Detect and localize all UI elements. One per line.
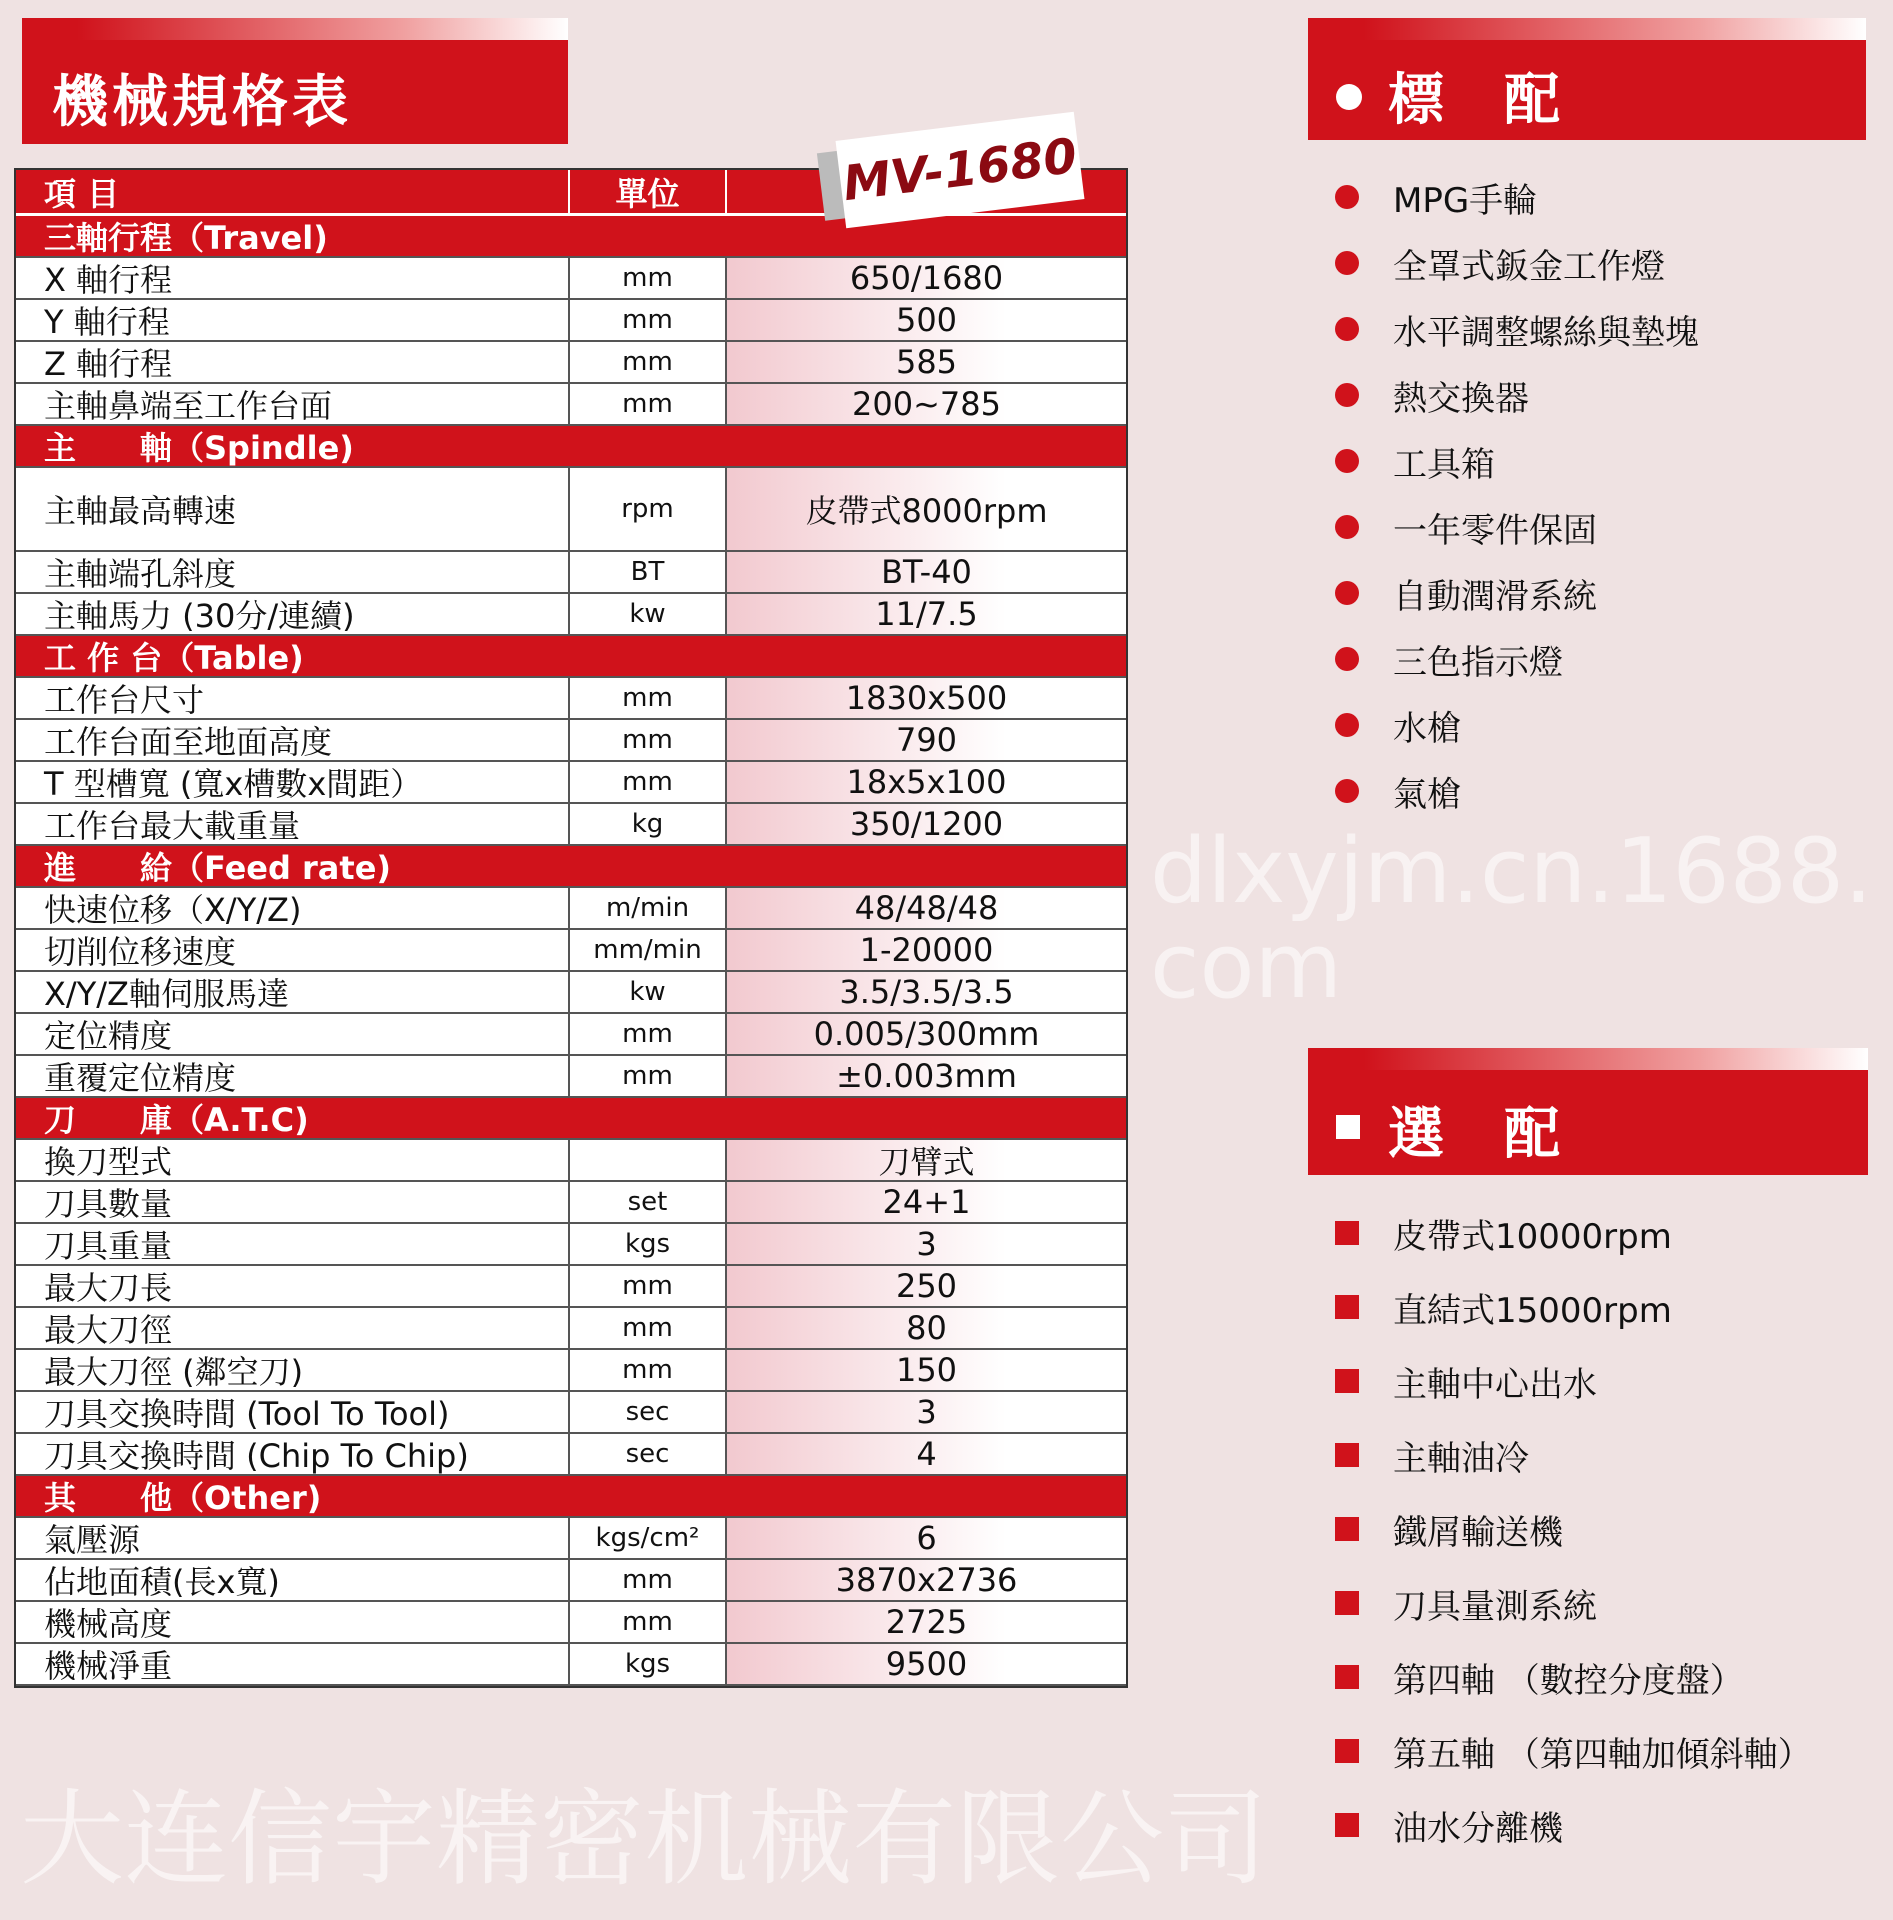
list-item-label: MPG手輪 — [1393, 180, 1538, 221]
header-unit: 單位 — [570, 170, 727, 213]
value-cell: 9500 — [727, 1644, 1126, 1684]
list-item — [1335, 1360, 1597, 1405]
circle-bullet-icon — [1335, 779, 1359, 803]
watermark-company: 大连信宇精密机械有限公司 — [20, 1778, 1269, 1900]
value-cell: 350/1200 — [727, 804, 1126, 844]
item-cell: X/Y/Z軸伺服馬達 — [16, 972, 570, 1012]
item-cell: 機械高度 — [16, 1602, 570, 1642]
list-item — [1335, 1508, 1563, 1553]
unit-cell — [570, 1140, 727, 1180]
table-row — [16, 1518, 1126, 1560]
square-bullet-icon — [1335, 1517, 1359, 1541]
circle-bullet-icon — [1336, 84, 1362, 110]
square-bullet-icon — [1335, 1443, 1359, 1467]
unit-cell: rpm — [570, 468, 727, 550]
list-item-label: 三色指示燈 — [1393, 642, 1563, 683]
table-row — [16, 1602, 1126, 1644]
list-item-label: 自動潤滑系統 — [1393, 576, 1597, 617]
list-item — [1335, 1730, 1812, 1775]
value-cell: 790 — [727, 720, 1126, 760]
value-cell: 3870x2736 — [727, 1560, 1126, 1600]
table-row — [16, 1224, 1126, 1266]
table-row — [16, 972, 1126, 1014]
list-item — [1335, 572, 1597, 617]
unit-cell: kgs — [570, 1644, 727, 1684]
header-item: 項 目 — [16, 170, 570, 213]
unit-cell: mm — [570, 1266, 727, 1306]
item-cell: 工作台面至地面高度 — [16, 720, 570, 760]
section-header: 刀 庫（A.T.C) — [16, 1098, 1126, 1140]
list-item — [1335, 440, 1495, 485]
table-row — [16, 1266, 1126, 1308]
section-header: 其 他（Other) — [16, 1476, 1126, 1518]
optional-title: 選配 — [1388, 1102, 1620, 1167]
table-body — [16, 216, 1126, 1686]
table-row — [16, 930, 1126, 972]
list-item-label: 全罩式鈑金工作燈 — [1393, 246, 1665, 287]
value-cell: 11/7.5 — [727, 594, 1126, 634]
table-row — [16, 1434, 1126, 1476]
item-cell: Z 軸行程 — [16, 342, 570, 382]
table-row — [16, 1308, 1126, 1350]
unit-cell: kw — [570, 594, 727, 634]
table-row — [16, 1392, 1126, 1434]
list-item-label: 水平調整螺絲與墊塊 — [1393, 312, 1699, 353]
item-cell: X 軸行程 — [16, 258, 570, 298]
value-cell: 2725 — [727, 1602, 1126, 1642]
list-item — [1335, 1804, 1563, 1849]
list-item — [1335, 704, 1461, 749]
value-cell: 刀臂式 — [727, 1140, 1126, 1180]
value-cell: 3 — [727, 1392, 1126, 1432]
item-cell: 重覆定位精度 — [16, 1056, 570, 1096]
table-row — [16, 1182, 1126, 1224]
table-row — [16, 300, 1126, 342]
list-item — [1335, 770, 1461, 815]
item-cell: 主軸馬力 (30分/連續) — [16, 594, 570, 634]
item-cell: 機械淨重 — [16, 1644, 570, 1684]
table-row — [16, 1140, 1126, 1182]
unit-cell: mm — [570, 300, 727, 340]
unit-cell: sec — [570, 1434, 727, 1474]
circle-bullet-icon — [1335, 515, 1359, 539]
list-item — [1335, 506, 1597, 551]
item-cell: 刀具交換時間 (Tool To Tool) — [16, 1392, 570, 1432]
unit-cell: m/min — [570, 888, 727, 928]
list-item — [1335, 176, 1538, 221]
table-row — [16, 678, 1126, 720]
standard-title: 標配 — [1388, 68, 1620, 133]
value-cell: 24+1 — [727, 1182, 1126, 1222]
table-row — [16, 804, 1126, 846]
table-row — [16, 258, 1126, 300]
standard-banner — [1308, 40, 1866, 140]
unit-cell: mm — [570, 720, 727, 760]
square-bullet-icon — [1335, 1221, 1359, 1245]
list-item-label: 熱交換器 — [1393, 378, 1529, 419]
value-cell: ±0.003mm — [727, 1056, 1126, 1096]
watermark-url: dlxyjm.cn.1688.com — [1150, 819, 1873, 1019]
section-header: 工 作 台（Table) — [16, 636, 1126, 678]
value-cell: 150 — [727, 1350, 1126, 1390]
list-item-label: 第五軸 （第四軸加傾斜軸） — [1393, 1734, 1812, 1775]
unit-cell: mm — [570, 1014, 727, 1054]
circle-bullet-icon — [1335, 713, 1359, 737]
unit-cell: kgs/cm² — [570, 1518, 727, 1558]
item-cell: 主軸最高轉速 — [16, 468, 570, 550]
list-item-label: 氣槍 — [1393, 774, 1461, 815]
item-cell: 刀具交換時間 (Chip To Chip) — [16, 1434, 570, 1474]
circle-bullet-icon — [1335, 647, 1359, 671]
item-cell: 最大刀徑 (鄰空刀) — [16, 1350, 570, 1390]
optional-banner — [1308, 1070, 1868, 1175]
item-cell: 主軸鼻端至工作台面 — [16, 384, 570, 424]
value-cell: 500 — [727, 300, 1126, 340]
value-cell: 3 — [727, 1224, 1126, 1264]
model-tag: MV-1680 — [836, 112, 1085, 229]
unit-cell: kg — [570, 804, 727, 844]
item-cell: 最大刀徑 — [16, 1308, 570, 1348]
unit-cell: kgs — [570, 1224, 727, 1264]
unit-cell: mm — [570, 384, 727, 424]
item-cell: 最大刀長 — [16, 1266, 570, 1306]
item-cell: 定位精度 — [16, 1014, 570, 1054]
value-cell: 18x5x100 — [727, 762, 1126, 802]
list-item-label: 第四軸 （數控分度盤） — [1393, 1660, 1744, 1701]
item-cell: 快速位移（X/Y/Z) — [16, 888, 570, 928]
item-cell: T 型槽寬 (寬x槽數x間距） — [16, 762, 570, 802]
spec-table — [14, 168, 1128, 1688]
unit-cell: mm — [570, 1308, 727, 1348]
item-cell: 佔地面積(長x寬) — [16, 1560, 570, 1600]
value-cell: 48/48/48 — [727, 888, 1126, 928]
unit-cell: mm — [570, 1056, 727, 1096]
item-cell: 工作台尺寸 — [16, 678, 570, 718]
table-row — [16, 468, 1126, 552]
table-row — [16, 1644, 1126, 1686]
square-bullet-icon — [1335, 1591, 1359, 1615]
list-item-label: 工具箱 — [1393, 444, 1495, 485]
square-bullet-icon — [1335, 1665, 1359, 1689]
list-item-label: 直結式15000rpm — [1393, 1290, 1672, 1331]
list-item-label: 皮帶式10000rpm — [1393, 1216, 1672, 1257]
table-row — [16, 1560, 1126, 1602]
unit-cell: mm — [570, 762, 727, 802]
section-header: 進 給（Feed rate) — [16, 846, 1126, 888]
list-item — [1335, 374, 1529, 419]
unit-cell: mm — [570, 342, 727, 382]
circle-bullet-icon — [1335, 581, 1359, 605]
list-item — [1335, 1434, 1529, 1479]
circle-bullet-icon — [1335, 317, 1359, 341]
list-item — [1335, 308, 1699, 353]
unit-cell: set — [570, 1182, 727, 1222]
list-item — [1335, 1656, 1744, 1701]
value-cell: 1830x500 — [727, 678, 1126, 718]
value-cell: BT-40 — [727, 552, 1126, 592]
item-cell: 主軸端孔斜度 — [16, 552, 570, 592]
square-bullet-icon — [1335, 1739, 1359, 1763]
circle-bullet-icon — [1335, 383, 1359, 407]
table-row — [16, 594, 1126, 636]
value-cell: 皮帶式8000rpm — [727, 468, 1126, 550]
item-cell: 切削位移速度 — [16, 930, 570, 970]
value-cell: 80 — [727, 1308, 1126, 1348]
square-bullet-icon — [1335, 1813, 1359, 1837]
circle-bullet-icon — [1335, 185, 1359, 209]
unit-cell: mm — [570, 1560, 727, 1600]
item-cell: 工作台最大載重量 — [16, 804, 570, 844]
list-item — [1335, 638, 1563, 683]
square-bullet-icon — [1336, 1115, 1360, 1139]
value-cell: 200~785 — [727, 384, 1126, 424]
unit-cell: mm — [570, 1602, 727, 1642]
unit-cell: sec — [570, 1392, 727, 1432]
spec-title-banner — [22, 40, 568, 144]
list-item-label: 主軸中心出水 — [1393, 1364, 1597, 1405]
unit-cell: kw — [570, 972, 727, 1012]
item-cell: Y 軸行程 — [16, 300, 570, 340]
list-item — [1335, 242, 1665, 287]
item-cell: 刀具重量 — [16, 1224, 570, 1264]
table-row — [16, 384, 1126, 426]
unit-cell: mm — [570, 678, 727, 718]
value-cell: 650/1680 — [727, 258, 1126, 298]
value-cell: 585 — [727, 342, 1126, 382]
table-row — [16, 1014, 1126, 1056]
item-cell: 刀具數量 — [16, 1182, 570, 1222]
table-row — [16, 552, 1126, 594]
list-item-label: 刀具量測系統 — [1393, 1586, 1597, 1627]
list-item — [1335, 1286, 1672, 1331]
square-bullet-icon — [1335, 1369, 1359, 1393]
value-cell: 250 — [727, 1266, 1126, 1306]
section-header: 主 軸（Spindle) — [16, 426, 1126, 468]
list-item-label: 一年零件保固 — [1393, 510, 1597, 551]
item-cell: 氣壓源 — [16, 1518, 570, 1558]
table-row — [16, 720, 1126, 762]
value-cell: 3.5/3.5/3.5 — [727, 972, 1126, 1012]
item-cell: 換刀型式 — [16, 1140, 570, 1180]
circle-bullet-icon — [1335, 251, 1359, 275]
value-cell: 4 — [727, 1434, 1126, 1474]
square-bullet-icon — [1335, 1295, 1359, 1319]
list-item — [1335, 1582, 1597, 1627]
value-cell: 1-20000 — [727, 930, 1126, 970]
unit-cell: mm — [570, 1350, 727, 1390]
section-header: 三軸行程（Travel) — [16, 216, 1126, 258]
unit-cell: mm — [570, 258, 727, 298]
unit-cell: mm/min — [570, 930, 727, 970]
value-cell: 6 — [727, 1518, 1126, 1558]
table-row — [16, 1350, 1126, 1392]
list-item-label: 主軸油冷 — [1393, 1438, 1529, 1479]
list-item-label: 水槍 — [1393, 708, 1461, 749]
table-row — [16, 888, 1126, 930]
list-item-label: 鐵屑輸送機 — [1393, 1512, 1563, 1553]
list-item — [1335, 1212, 1672, 1257]
list-item-label: 油水分離機 — [1393, 1808, 1563, 1849]
table-row — [16, 342, 1126, 384]
table-row — [16, 1056, 1126, 1098]
unit-cell: BT — [570, 552, 727, 592]
table-row — [16, 762, 1126, 804]
value-cell: 0.005/300mm — [727, 1014, 1126, 1054]
page-title: 機械規格表 — [52, 70, 352, 135]
circle-bullet-icon — [1335, 449, 1359, 473]
